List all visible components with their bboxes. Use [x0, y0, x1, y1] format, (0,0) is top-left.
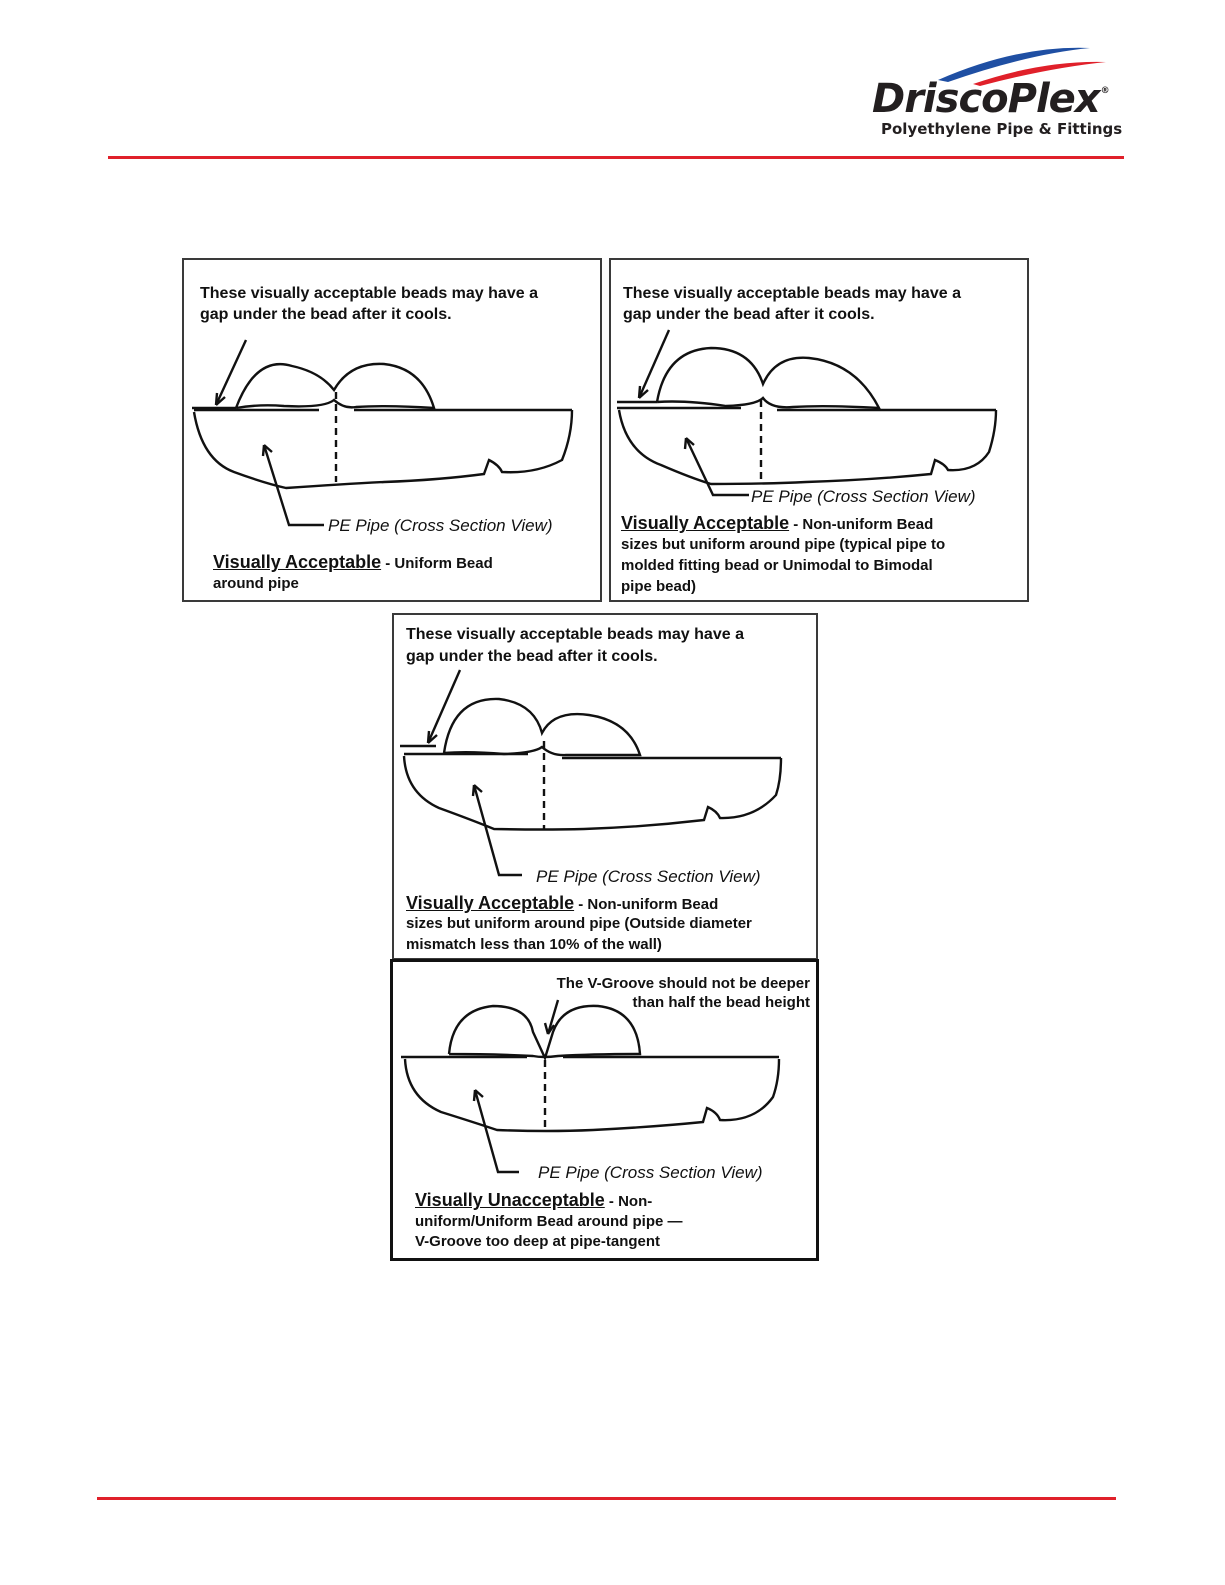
- weld-bead: [657, 348, 879, 408]
- panel-uniform-bead: [182, 258, 602, 602]
- pipe-cross-section: [619, 410, 996, 484]
- vgroove-note-line1: The V-Groove should not be deeper: [556, 975, 810, 992]
- leader-arrow: [428, 670, 460, 743]
- gap-note-line2: gap under the bead after it cools.: [623, 306, 875, 323]
- pe-leader: [686, 438, 749, 495]
- gap-note-line1: These visually acceptable beads may have a: [623, 285, 961, 302]
- bead-diagram: [184, 260, 600, 600]
- gap-note-line2: gap under the bead after it cools.: [406, 648, 658, 665]
- verdict-line1: Visually Acceptable - Uniform Bead: [213, 552, 493, 572]
- verdict-line3: molded fitting bead or Unimodal to Bimodal: [621, 557, 933, 574]
- pe-pipe-label: PE Pipe (Cross Section View): [538, 1163, 763, 1182]
- verdict-line3: V-Groove too deep at pipe-tangent: [415, 1233, 661, 1250]
- pipe-cross-section: [405, 1059, 779, 1131]
- weld-bead: [236, 364, 434, 408]
- verdict-line2: sizes but uniform around pipe (Outside diameter: [406, 915, 752, 932]
- vgroove-note-line2: than half the bead height: [632, 994, 810, 1011]
- pe-pipe-label: PE Pipe (Cross Section View): [536, 867, 761, 886]
- pipe-cross-section: [194, 410, 572, 488]
- verdict-line2: uniform/Uniform Bead around pipe —: [415, 1213, 683, 1230]
- panel-vgroove-unacceptable: [390, 959, 819, 1261]
- verdict-line3: mismatch less than 10% of the wall): [406, 936, 662, 953]
- panel-od-mismatch: [392, 613, 818, 960]
- pe-pipe-label: PE Pipe (Cross Section View): [751, 487, 976, 506]
- gap-note-line1: These visually acceptable beads may have a: [200, 285, 538, 302]
- pipe-cross-section: [404, 756, 781, 830]
- verdict-line2: sizes but uniform around pipe (typical pipe to: [621, 536, 946, 553]
- pe-pipe-label: PE Pipe (Cross Section View): [328, 516, 553, 535]
- registered-mark: ®: [1100, 86, 1109, 96]
- leader-arrow: [639, 330, 669, 398]
- weld-bead: [449, 1006, 640, 1058]
- verdict-line1: Visually Acceptable - Non-uniform Bead: [406, 893, 719, 913]
- verdict-line4: pipe bead): [621, 578, 697, 595]
- verdict-line1: Visually Unacceptable - Non-: [415, 1190, 653, 1210]
- header-rule: [108, 156, 1124, 159]
- gap-note-line1: These visually acceptable beads may have a: [406, 626, 744, 643]
- verdict-line2: around pipe: [213, 575, 299, 592]
- driscoplex-logo: [868, 40, 1123, 150]
- pipe-surface: [617, 408, 996, 410]
- weld-bead: [444, 699, 640, 755]
- gap-note-line2: gap under the bead after it cools.: [200, 306, 452, 323]
- panel-nonuniform-fitting: [609, 258, 1029, 602]
- brand-tagline: Polyethylene Pipe & Fittings: [881, 120, 1123, 138]
- brand-name: DriscoPlex®: [872, 76, 1109, 122]
- verdict-line1: Visually Acceptable - Non-uniform Bead: [621, 513, 934, 533]
- footer-rule: [97, 1497, 1116, 1500]
